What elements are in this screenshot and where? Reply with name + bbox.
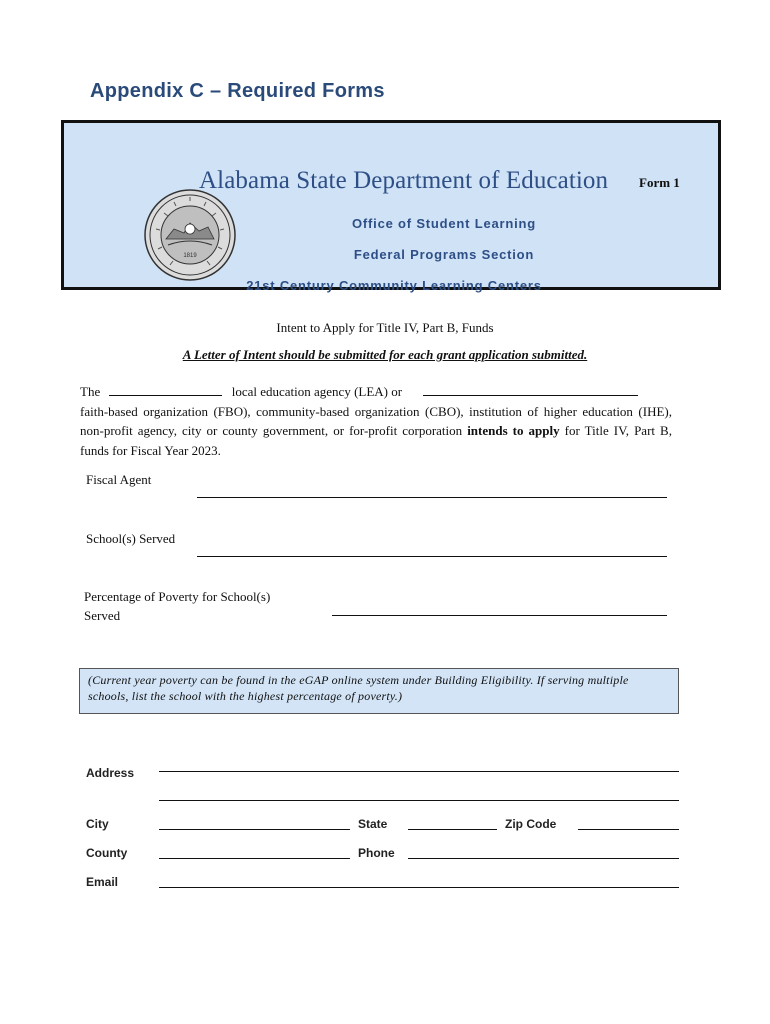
email-label: Email: [86, 875, 119, 889]
alabama-seal-icon: [144, 189, 236, 281]
intent-paragraph: The local education agency (LEA) or faith-based organization (FBO), community-based organization (CBO), institution of higher education (IHE), non-profit agency, city or county government, or for-profit corporation intends to apply for Title IV, Part B, funds for Fiscal Year 2023.: [80, 384, 672, 458]
state-field[interactable]: [408, 829, 497, 830]
form-number: Form 1: [639, 175, 680, 190]
section-name: Federal Programs Section: [353, 247, 535, 262]
phone-label: Phone: [358, 846, 395, 860]
phone-field[interactable]: [408, 858, 679, 859]
department-title: Alabama State Department of Education: [199, 167, 609, 194]
office-name: Office of Student Learning: [351, 216, 537, 231]
poverty-label-line2: Served: [84, 608, 121, 623]
letter-note: A Letter of Intent should be submitted for each grant application submitted.: [182, 347, 588, 362]
schools-served-field[interactable]: [197, 556, 667, 557]
poverty-field[interactable]: [332, 615, 667, 616]
svg-text:1819: 1819: [183, 253, 197, 259]
county-field[interactable]: [159, 858, 350, 859]
address-field-2[interactable]: [159, 800, 679, 801]
address-field-1[interactable]: [159, 771, 679, 772]
city-field[interactable]: [159, 829, 350, 830]
zip-field[interactable]: [578, 829, 679, 830]
header-banner: [61, 120, 721, 293]
fiscal-agent-field[interactable]: [197, 497, 667, 498]
schools-served-label: School(s) Served: [86, 531, 176, 546]
address-label: Address: [86, 766, 135, 780]
appendix-title: Appendix C – Required Forms: [90, 80, 385, 102]
zip-label: Zip Code: [505, 817, 557, 831]
city-label: City: [86, 817, 109, 831]
state-label: State: [358, 817, 388, 831]
county-label: County: [86, 846, 128, 860]
lea-name-field[interactable]: [109, 384, 222, 396]
poverty-label-line1: Percentage of Poverty for School(s): [84, 589, 271, 604]
intent-title: Intent to Apply for Title IV, Part B, Funds: [276, 320, 494, 335]
poverty-note: (Current year poverty can be found in the eGAP online system under Building Eligibility. If serving multiple schools, list the school with the highest percentage of poverty.): [79, 668, 679, 714]
fiscal-agent-label: Fiscal Agent: [86, 472, 152, 487]
program-name: 21st Century Community Learning Centers: [246, 278, 542, 293]
email-field[interactable]: [159, 887, 679, 888]
organization-name-field[interactable]: [423, 384, 638, 396]
